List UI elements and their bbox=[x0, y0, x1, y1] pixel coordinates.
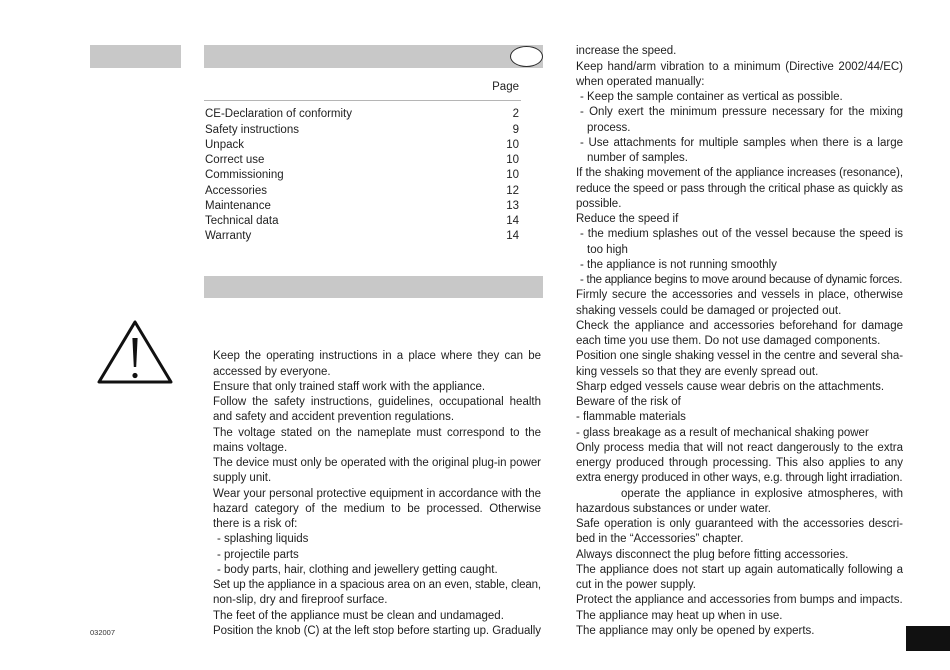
paragraph bbox=[576, 441, 903, 487]
text-line: when operated manually: bbox=[576, 75, 705, 88]
text-line: Follow the safety instructions, guidelines, occupational health bbox=[213, 396, 541, 409]
toc-divider bbox=[204, 100, 521, 101]
text-line: Position the knob (C) at the left stop before starting up. Gradually bbox=[213, 624, 541, 637]
text-line: The voltage stated on the nameplate must correspond to the bbox=[213, 426, 541, 439]
table-of-contents bbox=[205, 80, 519, 243]
text-line: extra energy produced in other ways, e.g. through light irradiation. bbox=[576, 472, 903, 485]
text-line: - the appliance begins to move around because of dynamic forces. bbox=[580, 274, 903, 287]
toc-entry-label: Warranty bbox=[205, 230, 252, 243]
text-line: The feet of the appliance must be clean and undamaged. bbox=[213, 609, 504, 622]
text-line: hazardous substances or under water. bbox=[576, 502, 771, 515]
safety-section-bar bbox=[204, 276, 543, 298]
text-line: non-slip, dry and fireproof surface. bbox=[213, 594, 388, 607]
paragraph bbox=[213, 624, 541, 639]
text-line: - the appliance is not running smoothly bbox=[580, 258, 777, 271]
toc-entry-page: 14 bbox=[506, 215, 519, 228]
text-line: there is a risk of: bbox=[213, 518, 298, 531]
text-line: Ensure that only trained staff work with the appliance. bbox=[213, 380, 486, 393]
bullet-item bbox=[576, 227, 903, 258]
text-line: - body parts, hair, clothing and jewellery getting caught. bbox=[217, 563, 498, 576]
paragraph bbox=[576, 395, 903, 410]
bullet-item bbox=[576, 90, 903, 105]
paragraph bbox=[576, 349, 903, 380]
toc-entry-label: Accessories bbox=[205, 184, 267, 197]
text-line: Position one single shaking vessel in the centre and several sha- bbox=[576, 350, 903, 363]
bullet-item bbox=[576, 105, 903, 136]
text-line: Keep hand/arm vibration to a minimum (Directive 2002/44/EC) bbox=[576, 60, 903, 73]
paragraph bbox=[576, 563, 903, 594]
toc-entry-label: Unpack bbox=[205, 138, 244, 151]
toc-entry-label: Correct use bbox=[205, 154, 265, 167]
toc-page-heading: Page bbox=[492, 81, 519, 94]
bullet-item bbox=[576, 273, 903, 288]
toc-entry-label: Maintenance bbox=[205, 199, 271, 212]
paragraph bbox=[213, 349, 541, 380]
toc-list bbox=[205, 107, 519, 244]
text-line: Beware of the risk of bbox=[576, 396, 681, 409]
paragraph bbox=[213, 487, 541, 533]
text-line: shaking vessels could be damaged or projected out. bbox=[576, 304, 842, 317]
paragraph bbox=[213, 380, 541, 395]
paragraph bbox=[576, 288, 903, 319]
text-line: If the shaking movement of the appliance increases (resonance), bbox=[576, 167, 903, 180]
paragraph bbox=[213, 426, 541, 457]
text-line: possible. bbox=[576, 197, 622, 210]
left-column-text bbox=[213, 349, 541, 639]
paragraph bbox=[213, 609, 541, 624]
bullet-item bbox=[213, 548, 541, 563]
toc-entry-page: 2 bbox=[512, 108, 519, 121]
toc-entry-page: 10 bbox=[506, 138, 519, 151]
text-line: Always disconnect the plug before fitting accessories. bbox=[576, 548, 849, 561]
paragraph bbox=[576, 212, 903, 227]
text-line: - the medium splashes out of the vessel because the speed is bbox=[580, 228, 903, 241]
text-line: Reduce the speed if bbox=[576, 213, 679, 226]
text-line: Only process media that will not react dangerously to the extra bbox=[576, 441, 903, 454]
toc-entry bbox=[205, 107, 519, 122]
text-line: accessed by everyone. bbox=[213, 365, 331, 378]
toc-entry bbox=[205, 184, 519, 199]
text-line: - Only exert the minimum pressure necessary for the mixing bbox=[580, 106, 903, 119]
text-line: energy produced through processing. This also applies to any bbox=[576, 457, 903, 470]
toc-entry-label: CE-Declaration of conformity bbox=[205, 108, 352, 121]
corner-section-bar bbox=[90, 45, 181, 68]
toc-entry bbox=[205, 229, 519, 244]
toc-entry-label: Commissioning bbox=[205, 169, 284, 182]
toc-entry bbox=[205, 153, 519, 168]
toc-entry bbox=[205, 123, 519, 138]
text-line: The appliance may heat up when in use. bbox=[576, 609, 783, 622]
text-line: - glass breakage as a result of mechanical shaking power bbox=[576, 426, 869, 439]
right-column-text bbox=[576, 44, 903, 639]
paragraph bbox=[576, 426, 903, 441]
text-line: - projectile parts bbox=[217, 548, 299, 561]
paragraph bbox=[576, 548, 903, 563]
paragraph bbox=[213, 578, 541, 609]
text-line: process. bbox=[587, 121, 631, 134]
paragraph bbox=[576, 60, 903, 91]
toc-entry-page: 12 bbox=[506, 184, 519, 197]
toc-entry bbox=[205, 199, 519, 214]
text-line: reduce the speed or pass through the critical phase as quickly as bbox=[576, 182, 903, 195]
text-line: - Keep the sample container as vertical as possible. bbox=[580, 91, 843, 104]
text-line: The device must only be operated with the original plug-in power bbox=[213, 457, 541, 470]
paragraph bbox=[576, 166, 903, 212]
text-line: Check the appliance and accessories beforehand for damage bbox=[576, 319, 903, 332]
bullet-item bbox=[213, 532, 541, 547]
text-line: Keep the operating instructions in a place where they can be bbox=[213, 350, 541, 363]
text-line: king vessels so that they are evenly spread out. bbox=[576, 365, 819, 378]
text-line: bed in the “Accessories” chapter. bbox=[576, 533, 744, 546]
toc-entry-page: 9 bbox=[512, 123, 519, 136]
toc-entry bbox=[205, 138, 519, 153]
text-line: Safe operation is only guaranteed with the accessories descri- bbox=[576, 518, 903, 531]
text-line: supply unit. bbox=[213, 472, 272, 485]
page-corner-tab bbox=[906, 626, 950, 651]
text-line: cut in the power supply. bbox=[576, 579, 696, 592]
paragraph bbox=[213, 456, 541, 487]
text-line: - flammable materials bbox=[576, 411, 686, 424]
text-line: each time you use them. Do not use damaged components. bbox=[576, 335, 881, 348]
paragraph bbox=[576, 319, 903, 350]
warning-triangle-icon bbox=[96, 318, 176, 386]
toc-entry-page: 10 bbox=[506, 169, 519, 182]
text-line: Sharp edged vessels cause wear debris on the attachments. bbox=[576, 380, 885, 393]
text-line: - Use attachments for multiple samples when there is a large bbox=[580, 136, 903, 149]
text-line: and safety and accident prevention regulations. bbox=[213, 411, 455, 424]
paragraph bbox=[576, 593, 903, 608]
paragraph bbox=[576, 487, 903, 518]
text-line: increase the speed. bbox=[576, 45, 677, 58]
language-badge-oval bbox=[510, 46, 543, 67]
text-line: The appliance may only be opened by experts. bbox=[576, 624, 815, 637]
text-line: operate the appliance in explosive atmospheres, with bbox=[621, 487, 903, 500]
header-section-bar bbox=[204, 45, 543, 68]
text-line: number of samples. bbox=[587, 152, 688, 165]
toc-entry bbox=[205, 214, 519, 229]
paragraph bbox=[576, 517, 903, 548]
bullet-item bbox=[213, 563, 541, 578]
text-line: Protect the appliance and accessories from bumps and impacts. bbox=[576, 594, 903, 607]
bullet-item bbox=[576, 136, 903, 167]
paragraph bbox=[576, 624, 903, 639]
paragraph bbox=[576, 380, 903, 395]
text-line: Set up the appliance in a spacious area on an even, stable, clean, bbox=[213, 579, 541, 592]
document-code: 032007 bbox=[90, 628, 116, 637]
text-line: too high bbox=[587, 243, 628, 256]
paragraph bbox=[576, 410, 903, 425]
toc-entry bbox=[205, 168, 519, 183]
toc-entry-page: 14 bbox=[506, 230, 519, 243]
toc-entry-page: 13 bbox=[506, 199, 519, 212]
text-line: mains voltage. bbox=[213, 441, 288, 454]
paragraph bbox=[213, 395, 541, 426]
toc-entry-label: Technical data bbox=[205, 215, 279, 228]
text-line: The appliance does not start up again automatically following a bbox=[576, 563, 903, 576]
paragraph bbox=[576, 609, 903, 624]
bullet-item bbox=[576, 258, 903, 273]
toc-entry-page: 10 bbox=[506, 154, 519, 167]
text-line: Firmly secure the accessories and vessels in place, otherwise bbox=[576, 289, 903, 302]
toc-entry-label: Safety instructions bbox=[205, 123, 299, 136]
text-line: Wear your personal protective equipment in accordance with the bbox=[213, 487, 541, 500]
paragraph bbox=[576, 44, 903, 59]
text-line: hazard category of the medium to be processed. Otherwise bbox=[213, 502, 541, 515]
text-line: - splashing liquids bbox=[217, 533, 309, 546]
